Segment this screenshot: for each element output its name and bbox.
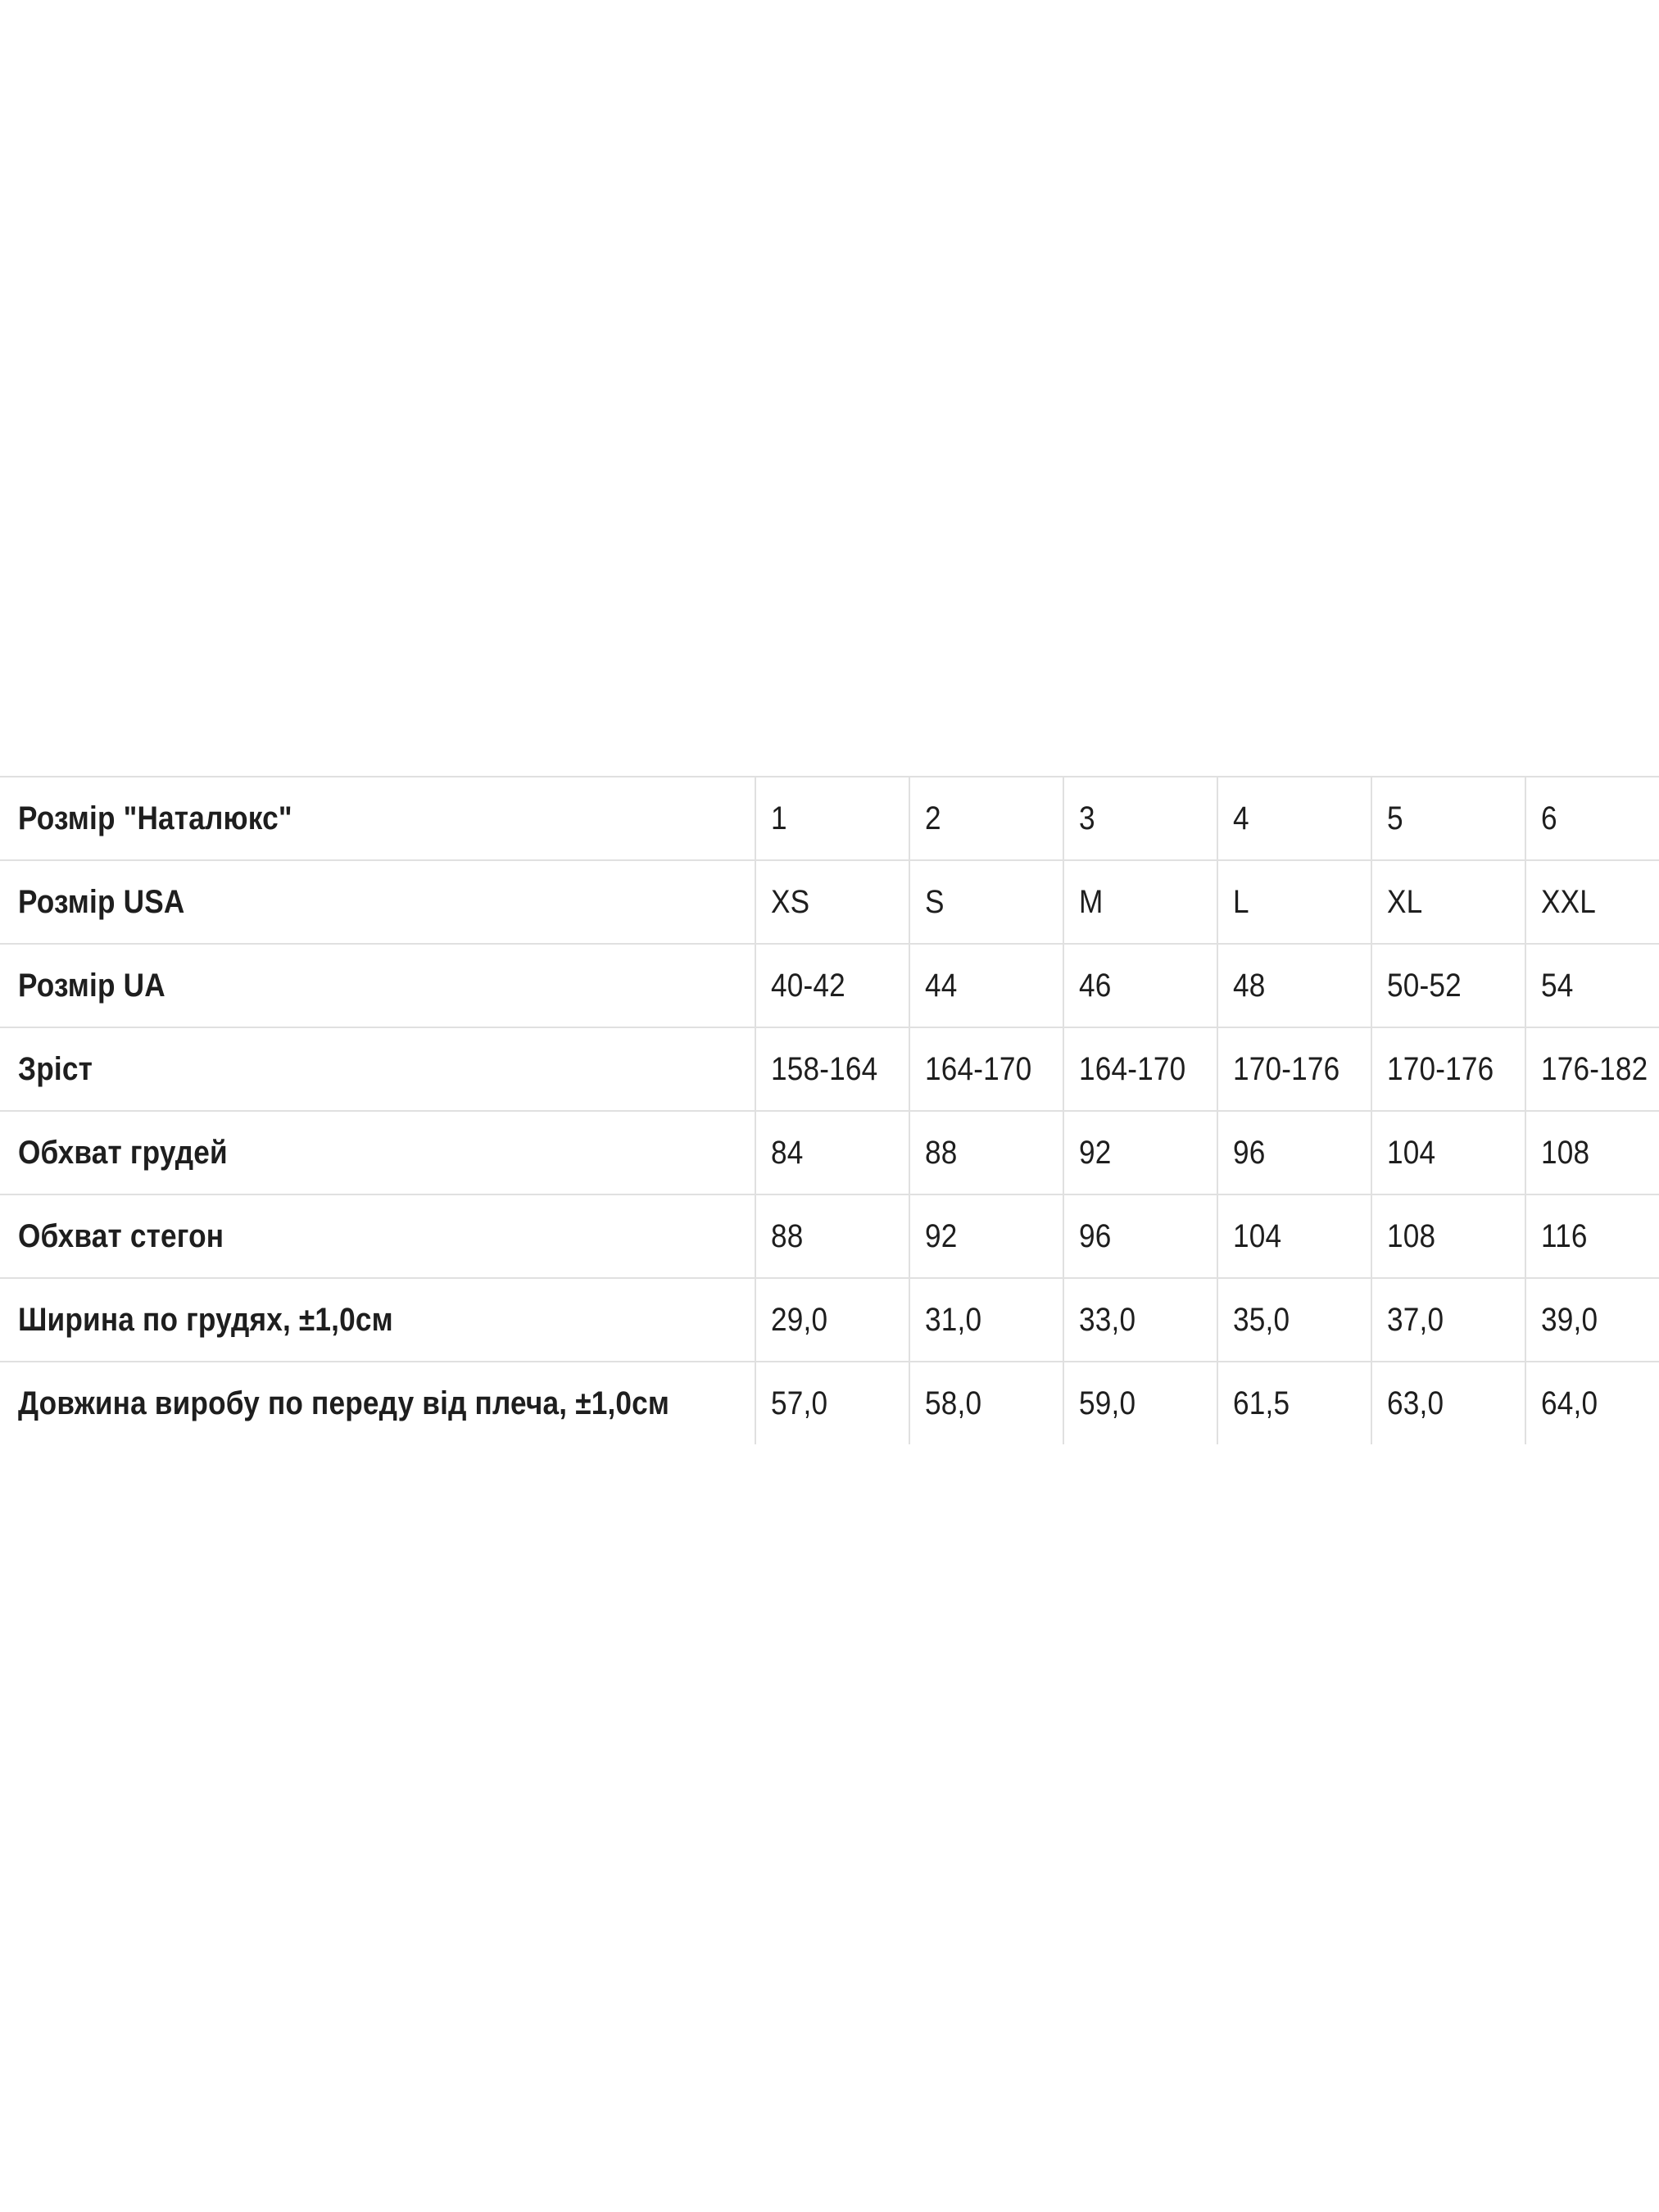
cell-text: 6 <box>1541 800 1557 836</box>
table-cell <box>1371 1362 1525 1444</box>
cell-text: 29,0 <box>771 1302 828 1338</box>
table-cell <box>1063 1027 1217 1111</box>
table-cell <box>1063 860 1217 944</box>
row-label-text: Обхват стегон <box>18 1218 224 1254</box>
cell-text: 2 <box>925 800 941 836</box>
cell-text: XL <box>1387 884 1423 920</box>
table-cell <box>909 860 1063 944</box>
table-cell <box>1063 777 1217 860</box>
table-cell <box>1217 1362 1371 1444</box>
cell-text: XS <box>771 884 810 920</box>
cell-text: 58,0 <box>925 1385 982 1421</box>
table-cell <box>909 1111 1063 1194</box>
row-label-text: Ширина по грудях, ±1,0см <box>18 1302 393 1338</box>
cell-text: 33,0 <box>1079 1302 1136 1338</box>
table-cell <box>1063 1111 1217 1194</box>
cell-text: 39,0 <box>1541 1302 1598 1338</box>
table-cell <box>1217 777 1371 860</box>
row-label <box>0 1027 755 1111</box>
cell-text: L <box>1233 884 1249 920</box>
table-cell <box>755 860 909 944</box>
table-cell <box>1217 1027 1371 1111</box>
table-cell <box>755 1111 909 1194</box>
cell-text: 37,0 <box>1387 1302 1444 1338</box>
table-cell <box>1063 1278 1217 1362</box>
table-cell <box>755 1194 909 1278</box>
table-cell <box>1371 1278 1525 1362</box>
table-cell <box>755 1027 909 1111</box>
table-cell <box>1525 1111 1659 1194</box>
cell-text: 35,0 <box>1233 1302 1290 1338</box>
table-cell <box>1371 1111 1525 1194</box>
row-label-text: Розмір USA <box>18 884 185 920</box>
cell-text: 92 <box>1079 1135 1112 1171</box>
table-cell <box>755 777 909 860</box>
table-row-hip-girth <box>0 1194 1659 1278</box>
table-row-usa-size <box>0 860 1659 944</box>
table-row-front-length <box>0 1362 1659 1444</box>
table-cell <box>1217 860 1371 944</box>
cell-text: 108 <box>1541 1135 1590 1171</box>
row-label-text: Довжина виробу по переду від плеча, ±1,0см <box>18 1385 670 1421</box>
row-label <box>0 1362 755 1444</box>
cell-text: 44 <box>925 968 958 1004</box>
table-cell <box>1217 1194 1371 1278</box>
cell-text: 104 <box>1233 1218 1282 1254</box>
table-cell <box>909 944 1063 1027</box>
row-label-text: Розмір "Наталюкс" <box>18 800 292 836</box>
table-cell <box>1217 944 1371 1027</box>
table-cell <box>1525 944 1659 1027</box>
cell-text: 108 <box>1387 1218 1436 1254</box>
table-cell <box>755 1362 909 1444</box>
cell-text: 46 <box>1079 968 1112 1004</box>
table-cell <box>1525 1362 1659 1444</box>
cell-text: 63,0 <box>1387 1385 1444 1421</box>
cell-text: 48 <box>1233 968 1266 1004</box>
cell-text: 96 <box>1079 1218 1112 1254</box>
cell-text: S <box>925 884 945 920</box>
table-cell <box>755 944 909 1027</box>
cell-text: 158-164 <box>771 1051 878 1087</box>
cell-text: M <box>1079 884 1104 920</box>
table-cell <box>1525 1278 1659 1362</box>
row-label-text: Розмір UA <box>18 968 165 1004</box>
table-cell <box>1063 944 1217 1027</box>
table-row-chest-girth <box>0 1111 1659 1194</box>
table-cell <box>1063 1362 1217 1444</box>
cell-text: 40-42 <box>771 968 845 1004</box>
row-label-text: Зріст <box>18 1051 93 1087</box>
table-row-height <box>0 1027 1659 1111</box>
size-chart-table <box>0 776 1659 1444</box>
cell-text: 50-52 <box>1387 968 1462 1004</box>
table-cell <box>909 1027 1063 1111</box>
table-cell <box>909 777 1063 860</box>
cell-text: XXL <box>1541 884 1597 920</box>
table-cell <box>1371 860 1525 944</box>
table-cell <box>1371 944 1525 1027</box>
table-cell <box>1217 1278 1371 1362</box>
cell-text: 88 <box>925 1135 958 1171</box>
cell-text: 96 <box>1233 1135 1266 1171</box>
table-cell <box>1525 860 1659 944</box>
cell-text: 170-176 <box>1233 1051 1340 1087</box>
cell-text: 4 <box>1233 800 1249 836</box>
cell-text: 104 <box>1387 1135 1436 1171</box>
row-label <box>0 1194 755 1278</box>
table-cell <box>909 1278 1063 1362</box>
table-cell <box>1525 1027 1659 1111</box>
row-label <box>0 1278 755 1362</box>
cell-text: 176-182 <box>1541 1051 1648 1087</box>
cell-text: 64,0 <box>1541 1385 1598 1421</box>
row-label-text: Обхват грудей <box>18 1135 228 1171</box>
cell-text: 116 <box>1541 1218 1588 1254</box>
cell-text: 1 <box>771 800 787 836</box>
cell-text: 164-170 <box>925 1051 1032 1087</box>
row-label <box>0 944 755 1027</box>
cell-text: 88 <box>771 1218 804 1254</box>
table-cell <box>1063 1194 1217 1278</box>
cell-text: 5 <box>1387 800 1403 836</box>
table-cell <box>1371 777 1525 860</box>
cell-text: 54 <box>1541 968 1574 1004</box>
table-cell <box>1371 1194 1525 1278</box>
table-cell <box>1525 777 1659 860</box>
table-cell <box>909 1362 1063 1444</box>
row-label <box>0 860 755 944</box>
cell-text: 57,0 <box>771 1385 828 1421</box>
cell-text: 92 <box>925 1218 958 1254</box>
row-label <box>0 777 755 860</box>
row-label <box>0 1111 755 1194</box>
table-row-nataluks-size <box>0 777 1659 860</box>
cell-text: 170-176 <box>1387 1051 1494 1087</box>
cell-text: 61,5 <box>1233 1385 1290 1421</box>
table-cell <box>1525 1194 1659 1278</box>
cell-text: 59,0 <box>1079 1385 1136 1421</box>
cell-text: 164-170 <box>1079 1051 1186 1087</box>
table-cell <box>755 1278 909 1362</box>
table-row-ua-size <box>0 944 1659 1027</box>
cell-text: 84 <box>771 1135 804 1171</box>
table-cell <box>1371 1027 1525 1111</box>
table-row-chest-width <box>0 1278 1659 1362</box>
table-cell <box>909 1194 1063 1278</box>
cell-text: 3 <box>1079 800 1095 836</box>
cell-text: 31,0 <box>925 1302 982 1338</box>
table-cell <box>1217 1111 1371 1194</box>
